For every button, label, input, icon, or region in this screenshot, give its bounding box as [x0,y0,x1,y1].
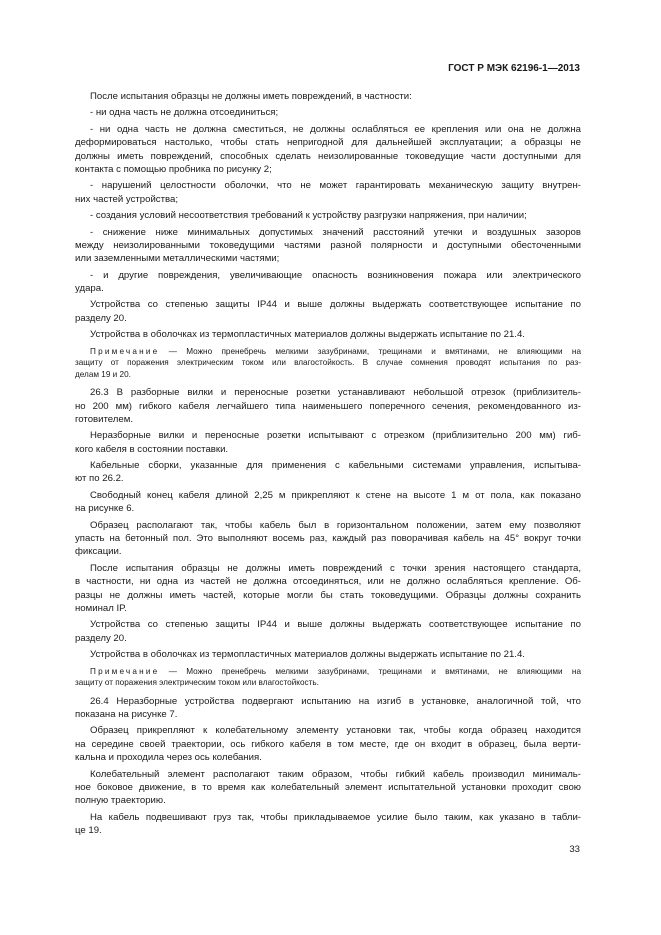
note-label: Примечание [90,346,160,356]
paragraph [75,179,581,206]
text-line: удара. [75,283,104,295]
paragraph [75,618,581,645]
paragraph [75,489,581,516]
text-line [75,666,581,678]
paragraph [75,269,581,296]
text-line [75,346,581,358]
text-line: полную траекторию. [75,795,166,807]
text-line: них частей устройства; [75,193,178,205]
text-line: в частности, ни одна из частей не должна отсоединяться, или не должно ослабляться крепление. Об- [75,576,581,588]
paragraph [75,562,581,616]
paragraph [75,209,581,222]
text-line: показана на рисунке 7. [75,708,178,720]
text-line: деформироваться настолько, чтобы стать непригодной для дальнейшей эксплуатации; а образцы не [75,137,581,149]
text-line: разцы не должны иметь частей, которые могли бы стать токоведущими. Образцы должны сохранить [75,589,581,601]
document-body [75,90,581,840]
paragraph [75,386,581,426]
text-line: делам 19 и 20. [75,369,131,379]
note-text: — Можно пренебречь мелкими зазубринами, трещинами и вмятинами, не влияющими на [159,346,581,356]
paragraph [75,226,581,266]
text-line: защиту от поражения электрическим током или влагостойкость. В случае сомнения проводят испытания по раз- [75,358,581,368]
note-label: Примечание [90,666,160,676]
page-number: 33 [569,844,580,855]
text-line: между неизолированными токоведущими частями разной полярности и доступными обесточенными [75,239,581,251]
note-text: — Можно пренебречь мелкими зазубринами, трещинами и вмятинами, не влияющими на [159,666,581,676]
text-line: - нарушений целостности оболочки, что не может гарантировать механическую защиту внутрен- [90,180,581,192]
paragraph [75,648,581,661]
text-line: Образец прикрепляют к колебательному элементу установки так, чтобы когда образец находится [90,725,581,737]
text-line: но 200 мм) гибкого кабеля легчайшего типа наименьшего поперечного сечения, рекомендованного из- [75,400,581,412]
paragraph [75,459,581,486]
paragraph [75,429,581,456]
text-line: Кабельные сборки, указанные для применения с кабельными системами управления, испытыва- [90,460,581,472]
text-line: готовителем. [75,413,133,425]
paragraph [75,90,581,103]
text-line: упасть на бетонный пол. Это выполняют восемь раз, каждый раз поворачивая кабель на 45° вокруг точки [75,533,581,545]
text-line: фиксации. [75,546,122,558]
text-line: разделу 20. [75,312,127,324]
text-line: - создания условий несоответствия требований к устройству разгрузки напряжения, при наличии; [90,210,527,222]
text-line: Устройства в оболочках из термопластичных материалов должны выдержать испытание по 21.4. [90,329,525,341]
paragraph [75,695,581,722]
text-line: Неразборные вилки и переносные розетки испытывают с отрезком (приблизительно 200 мм) гиб- [90,430,581,442]
text-line: - ни одна часть не должна отсоединиться; [90,107,279,119]
text-line: - ни одна часть не должна сместиться, не должны ослабляться ее крепления или она не должна [90,123,581,135]
note-paragraph [75,346,581,381]
text-line: - и другие повреждения, увеличивающие опасность возникновения пожара или электрического [90,269,581,281]
paragraph [75,123,581,177]
text-line: номинал IP. [75,603,127,614]
text-line: 26.3 В разборные вилки и переносные розетки устанавливают небольшой отрезок (приблизитель- [90,387,581,399]
paragraph [75,519,581,559]
text-line: Образец располагают так, чтобы кабель был в горизонтальном положении, затем ему позволяют [90,519,581,531]
text-line: должны иметь повреждений, способных сделать неизолированные токоведущие части доступными для [75,150,581,162]
text-line: - снижение ниже минимальных допустимых значений расстояний утечки и воздушных зазоров [90,226,581,238]
paragraph [75,811,581,838]
paragraph [75,298,581,325]
text-line: ют по 26.2. [75,473,124,485]
text-line: или заземленными металлическими частями; [75,253,280,265]
paragraph [75,328,581,341]
note-paragraph [75,666,581,689]
paragraph [75,724,581,764]
text-line: на середине своей траектории, ось гибкого кабеля в том месте, где он входит в образец, была верти- [75,738,581,750]
text-line: 26.4 Неразборные устройства подвергают испытанию на изгиб в установке, аналогичной той, что [90,695,581,707]
text-line: разделу 20. [75,632,127,644]
standard-header: ГОСТ Р МЭК 62196-1—2013 [448,63,580,74]
text-line: ное боковое движение, в то время как колебательный элемент испытательной установки проходит свою [75,781,581,793]
paragraph [75,106,581,119]
text-line: защиту от поражения электрическим током или влагостойкость. [75,678,319,688]
paragraph [75,768,581,808]
text-line: После испытания образцы не должны иметь повреждений с точки зрения настоящего стандарта, [90,562,581,574]
text-line: кальна и проходила через ось колебания. [75,752,262,764]
text-line: Устройства в оболочках из термопластичных материалов должны выдержать испытание по 21.4. [90,649,525,661]
text-line: Свободный конец кабеля длиной 2,25 м прикрепляют к стене на высоте 1 м от пола, как показано [90,489,581,501]
text-line: Устройства со степенью защиты IP44 и выше должны выдержать соответствующее испытание по [90,299,581,311]
text-line: на рисунке 6. [75,503,135,515]
text-line: це 19. [75,825,102,837]
text-line: контакта с помощью пробника по рисунку 2; [75,163,272,175]
text-line: Колебательный элемент располагают таким образом, чтобы гибкий кабель производил минималь- [90,768,581,780]
text-line: Устройства со степенью защиты IP44 и выше должны выдержать соответствующее испытание по [90,619,581,631]
text-line: После испытания образцы не должны иметь повреждений, в частности: [90,91,412,102]
text-line: На кабель подвешивают груз так, чтобы прикладываемое усилие было таким, как указано в табли- [90,811,581,823]
text-line: кого кабеля в состоянии поставки. [75,443,229,455]
